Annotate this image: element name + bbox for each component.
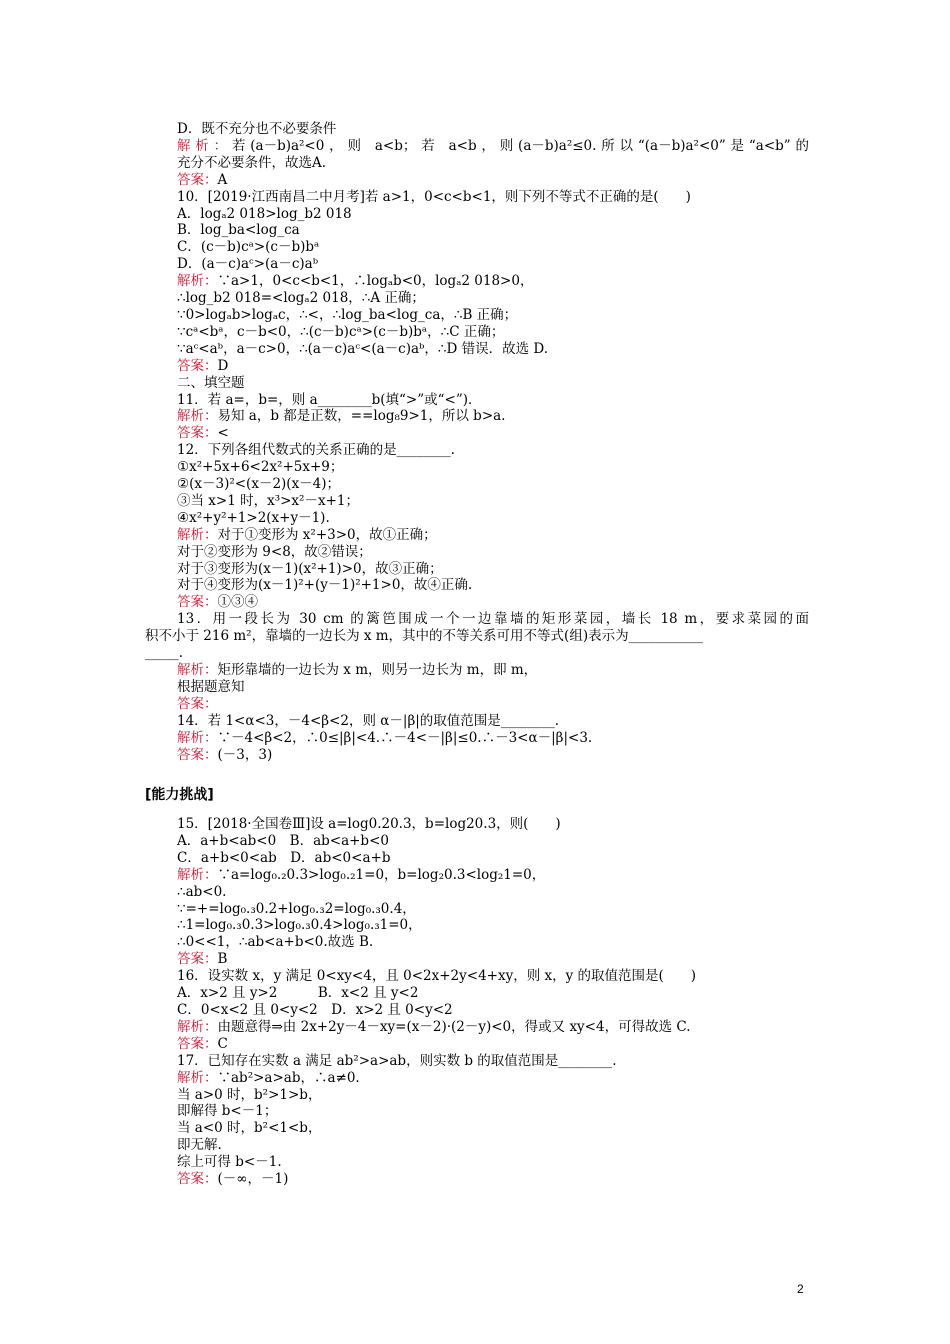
line-text: B．log_ba<log_ca [177,222,300,239]
answer-label: 答案： [177,1035,218,1052]
text-line [177,1103,809,1120]
line-text: A．a+b<ab<0 B．ab<a+b<0 [177,832,389,849]
line-text: B [217,951,228,968]
answer-label: 答案： [177,594,218,611]
text-line [177,833,809,850]
text-line [177,1036,809,1053]
text-line [177,1087,809,1104]
line-text: 15．[2018·全国卷Ⅲ]设 a=log0.20.3，b=log20.3，则( ) [177,816,561,832]
line-text: 由题意得⇒由 2x+2y－4－xy=(x－2)·(2－y)<0，得或又 xy<4，可得故选 C. [217,1018,691,1035]
text-line [177,544,809,561]
page-number: 2 [797,1282,804,1296]
line-text: ④x²+y²+1>2(x+y－1). [177,509,330,526]
answer-label: 答案： [177,171,218,188]
line-text: C [217,1035,228,1052]
line-text: ∴0<<1，∴ab<a+b<0.故选 B. [177,934,374,951]
text-line [177,239,809,256]
text-line [177,425,809,442]
text-line [177,510,809,527]
text-line [177,968,809,985]
line-text: 12．下列各组代数式的关系正确的是________. [177,442,455,459]
answer-label: 答案： [177,951,218,968]
line-text: 积不小于 216 m²，靠墙的一边长为 x m，其中的不等关系可用不等式(组)表示为___________ [145,628,703,645]
text-line [177,1120,809,1137]
line-text: 11．若 a=，b=，则 a________b(填“>”或“<”)． [177,391,482,408]
line-text: 14．若 1<α<3，－4<β<2，则 α－|β|的取值范围是________. [177,712,560,729]
text-line [177,577,809,594]
answer-label: 解析： [177,526,218,543]
text-line [177,594,809,611]
text-line [177,172,809,189]
line-text: A [217,171,228,188]
text-line [177,459,809,476]
text-line [177,392,809,409]
text-line [177,1154,809,1171]
line-text: < [217,425,229,442]
text-line [177,290,809,307]
line-text: ∵0>logₐb>logₐc，∴<，∴log_ba<log_ca，∴B 正确； [177,306,518,323]
line-text: ∴log_b2 018=<logₐ2 018，∴A 正确； [177,290,425,307]
text-line [177,442,809,459]
line-text: D [217,357,229,374]
text-line [177,730,809,747]
text-line [177,206,809,223]
text-line [177,561,809,578]
line-text: D．(a－c)aᶜ>(a－c)aᵇ [177,256,319,273]
text-line [177,679,809,696]
text-line [177,324,809,341]
line-text: ①x²+5x+6<2x²+5x+9； [177,459,344,476]
line-text: ∵=+=log₀.₃0.2+log₀.₃2=log₀.₃0.4， [177,900,416,917]
text-line [177,358,809,375]
text-line [145,628,809,645]
answer-label: 解析： [177,137,232,154]
answer-label: 解析： [177,273,218,290]
line-text: 若(a－b)a²<0，则 a<b；若 a<b，则(a－b)a²≤0.所以“(a－b)a²<0”是“a<b”的 [231,137,809,154]
text-line [177,1002,809,1019]
line-text: C．a+b<0<ab D．ab<0<a+b [177,849,391,866]
line-text: C．0<x<2 且 0<y<2 D．x>2 且 0<y<2 [177,1001,453,1018]
text-line [177,934,809,951]
line-text: 二、填空题 [177,374,245,391]
text-line [177,662,809,679]
answer-label: 解析： [177,662,218,678]
line-text: 17．已知存在实数 a 满足 ab²>a>ab，则实数 b 的取值范围是________. [177,1052,617,1069]
text-line [177,1053,809,1070]
answer-label: 答案： [177,1171,218,1188]
text-line [177,884,809,901]
line-text: 当 a<0 时，b²<1<b， [177,1120,322,1137]
line-text: 易知 a，b 都是正数，==log₈9>1，所以 b>a. [217,408,506,425]
answer-label: 答案： [177,695,218,712]
line-text: 16．设实数 x，y 满足 0<xy<4，且 0<2x+2y<4+xy，则 x，y 的取值范围是( ) [177,968,697,985]
text-line [177,476,809,493]
text-line [177,985,809,1002]
line-text: ②(x－3)²<(x－2)(x－4)； [177,476,341,493]
text-line [177,713,809,730]
text-line [177,747,809,764]
line-text: 13．用一段长为 30 cm 的篱笆围成一个一边靠墙的矩形菜园，墙长 18 m，要求菜园的面 [177,611,809,628]
answer-label: 解析： [177,1018,218,1035]
line-text: 10．[2019·江西南昌二中月考]若 a>1，0<c<b<1，则下列不等式不正确的是( ) [177,188,691,205]
line-text: 对于③变形为(x－1)(x²+1)>0，故③正确； [177,560,443,577]
text-line [177,867,809,884]
answer-label: 解析： [177,408,218,425]
text-line [177,493,809,510]
second-text-block [177,816,809,1188]
text-line [177,527,809,544]
line-text: 对于①变形为 x²+3>0，故①正确； [217,526,437,543]
line-text: ∵a=log₀.₂0.3>log₀.₂1=0，b=log₂0.3<log₂1=0， [217,866,546,883]
line-text: C．(c－b)cᵃ>(c－b)bᵃ [177,239,320,256]
text-line [177,222,809,239]
text-line [177,901,809,918]
main-text-block [145,121,809,763]
line-text: ∵aᶜ<aᵇ，a－c>0，∴(a－c)aᶜ<(a－c)aᵇ，∴D 错误．故选 D. [177,340,549,357]
text-line [177,307,809,324]
line-text: ∵－4<β<2，∴0≤|β|<4.∴－4<－|β|≤0.∴－3<α－|β|<3. [217,729,593,746]
line-text: 对于②变形为 9<8，故②错误； [177,543,372,560]
text-line [177,341,809,358]
line-text: ∵a>1，0<c<b<1，∴logₐb<0，logₐ2 018>0， [217,273,534,290]
line-text: ∴ab<0. [177,883,227,900]
line-text: 当 a>0 时，b²>1>b， [177,1086,322,1103]
answer-label: 答案： [177,425,218,442]
text-line [177,256,809,273]
text-line [145,645,809,662]
line-text: ∵cᵃ<bᵃ，c－b<0，∴(c－b)cᵃ>(c－b)bᵃ，∴C 正确； [177,323,505,340]
line-text: _____. [145,645,184,662]
text-line [177,408,809,425]
line-text: ③当 x>1 时，x³>x²－x+1； [177,492,359,509]
line-text: (－3，3) [217,746,273,763]
text-line [177,189,809,206]
text-line [177,816,809,833]
answer-label: 答案： [177,746,218,763]
text-line [177,1019,809,1036]
text-line [177,696,809,713]
text-line [177,1070,809,1087]
text-line [177,611,809,628]
line-text: D．既不充分也不必要条件 [177,121,337,137]
line-text: ∴1=log₀.₃0.3>log₀.₃0.4>log₀.₃1=0， [177,917,422,934]
line-text: 即解得 b<－1； [177,1103,278,1120]
line-text: A．x>2 且 y>2 B．x<2 且 y<2 [177,985,419,1002]
text-line [177,917,809,934]
answer-label: 解析： [177,866,218,883]
text-line [177,155,809,172]
line-text: ∵ab²>a>ab，∴a≠0. [217,1069,360,1086]
line-text: 对于④变形为(x－1)²+(y－1)²+1>0，故④正确. [177,577,473,594]
text-line [177,138,809,155]
line-text: 矩形靠墙的一边长为 x m，则另一边长为 m，即 m， [217,662,538,678]
section-title: [能力挑战] [145,787,214,803]
answer-label: 答案： [177,357,218,374]
line-text: (－∞，－1) [217,1171,289,1188]
line-text: 充分不必要条件，故选A. [177,154,327,171]
text-line [177,375,809,392]
line-text: 根据题意知 [177,678,245,695]
line-text: ①③④ [217,594,258,611]
answer-label: 解析： [177,1069,218,1086]
text-line [177,121,809,138]
line-text: 即无解. [177,1137,222,1154]
line-text: 综上可得 b<－1. [177,1154,282,1171]
text-line [177,850,809,867]
text-line [177,273,809,290]
text-line [177,1171,809,1188]
text-line [177,1137,809,1154]
answer-label: 解析： [177,729,218,746]
line-text: A．logₐ2 018>log_b2 018 [177,205,352,222]
text-line [177,951,809,968]
